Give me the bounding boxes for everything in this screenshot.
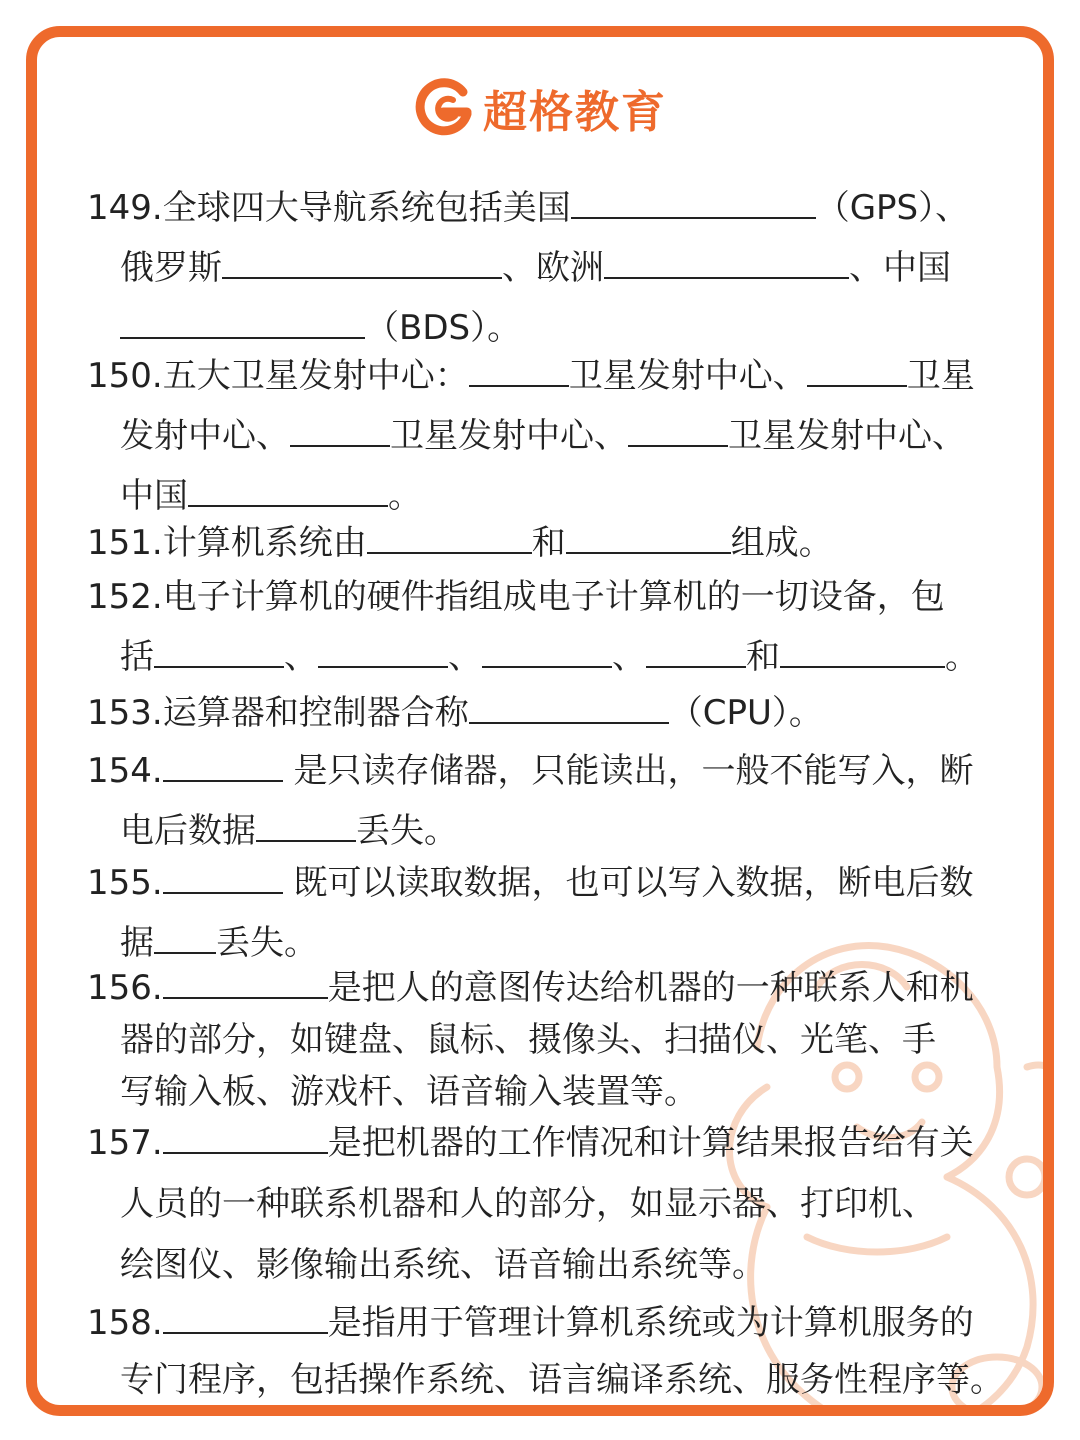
- question-line: [87, 237, 1037, 297]
- question-text: 是只读存储器，只能读出，一般不能写入，断: [282, 751, 974, 791]
- question-line: [87, 1112, 1037, 1174]
- answer-blank[interactable]: [469, 345, 569, 387]
- question-line: [87, 512, 1037, 572]
- question-item: [87, 177, 1037, 357]
- question-text: 、: [612, 637, 646, 677]
- question-text: 卫星发射中心、: [728, 416, 966, 456]
- answer-blank[interactable]: [163, 740, 283, 782]
- question-text: 既可以读取数据，也可以写入数据，断电后数: [282, 863, 974, 903]
- question-text: （BDS）。: [365, 308, 522, 348]
- question-line: [87, 1235, 1037, 1296]
- question-text: 152.电子计算机的硬件指组成电子计算机的一切设备，包: [87, 577, 945, 617]
- question-text: 、欧洲: [502, 248, 604, 288]
- answer-blank[interactable]: [807, 345, 907, 387]
- question-text: 发射中心、: [120, 416, 290, 456]
- question-text: 和: [531, 523, 566, 563]
- answer-blank[interactable]: [163, 1292, 328, 1334]
- answer-blank[interactable]: [163, 852, 283, 894]
- question-text: 专门程序，包括操作系统、语言编译系统、服务性程序等。: [120, 1360, 1004, 1400]
- question-text: 据: [120, 923, 154, 963]
- question-text: 卫星发射中心、: [568, 356, 807, 396]
- answer-blank[interactable]: [318, 626, 448, 668]
- question-text: 丢失。: [356, 811, 458, 851]
- question-text: 155.: [87, 863, 163, 903]
- question-item: [87, 682, 1037, 742]
- question-text: 绘图仪、影像输出系统、语音输出系统等。: [120, 1245, 766, 1285]
- answer-blank[interactable]: [571, 177, 816, 219]
- question-text: 、: [284, 637, 318, 677]
- question-text: 154.: [87, 751, 163, 791]
- question-text: 153.运算器和控制器合称: [87, 693, 469, 733]
- answer-blank[interactable]: [482, 626, 612, 668]
- question-line: [87, 626, 1037, 686]
- answer-blank[interactable]: [290, 405, 390, 447]
- question-text: 151.计算机系统由: [87, 523, 367, 563]
- question-text: 、中国: [849, 248, 951, 288]
- answer-blank[interactable]: [367, 512, 532, 554]
- answer-blank[interactable]: [163, 1112, 328, 1154]
- question-line: [87, 405, 1037, 465]
- question-line: [87, 852, 1037, 912]
- answer-blank[interactable]: [154, 912, 216, 954]
- answer-blank[interactable]: [163, 957, 328, 999]
- brand-name: 超格教育: [483, 87, 667, 138]
- question-item: [87, 1112, 1037, 1296]
- question-line: [87, 1066, 1037, 1118]
- brand-g-icon: [413, 78, 473, 138]
- question-text: 156.: [87, 968, 163, 1008]
- question-item: [87, 852, 1037, 972]
- question-text: 158.: [87, 1303, 163, 1343]
- question-card: [26, 26, 1054, 1416]
- question-text: 俄罗斯: [120, 248, 222, 288]
- question-item: [87, 1292, 1037, 1409]
- question-text: 括: [120, 637, 154, 677]
- question-text: 。: [945, 637, 979, 677]
- question-text: 电后数据: [120, 811, 256, 851]
- answer-blank[interactable]: [566, 512, 731, 554]
- answer-blank[interactable]: [780, 626, 945, 668]
- question-line: [87, 177, 1037, 237]
- question-line: [87, 1352, 1037, 1409]
- question-text: 人员的一种联系机器和人的部分，如显示器、打印机、: [120, 1184, 936, 1224]
- question-item: [87, 740, 1037, 860]
- question-text: 中国: [120, 476, 188, 516]
- question-line: [87, 740, 1037, 800]
- question-item: [87, 957, 1037, 1118]
- answer-blank[interactable]: [628, 405, 728, 447]
- question-text: 丢失。: [216, 923, 318, 963]
- question-line: [87, 957, 1037, 1014]
- answer-blank[interactable]: [222, 237, 502, 279]
- question-text: 卫星发射中心、: [390, 416, 628, 456]
- answer-blank[interactable]: [120, 297, 365, 339]
- question-text: 是指用于管理计算机系统或为计算机服务的: [327, 1303, 974, 1343]
- question-item: [87, 512, 1037, 572]
- question-line: [87, 345, 1037, 405]
- answer-blank[interactable]: [188, 465, 388, 507]
- answer-blank[interactable]: [604, 237, 849, 279]
- question-text: （CPU）。: [668, 693, 823, 733]
- question-text: （GPS）、: [815, 188, 970, 228]
- question-line: [87, 1014, 1037, 1066]
- question-text: 是把机器的工作情况和计算结果报告给有关: [327, 1123, 974, 1163]
- question-line: [87, 682, 1037, 742]
- question-text: 写输入板、游戏杆、语音输入装置等。: [120, 1072, 698, 1112]
- question-text: 器的部分，如键盘、鼠标、摄像头、扫描仪、光笔、手: [120, 1020, 936, 1060]
- question-line: [87, 569, 1037, 626]
- answer-blank[interactable]: [646, 626, 746, 668]
- question-item: [87, 569, 1037, 686]
- question-line: [87, 1174, 1037, 1235]
- brand-logo: [37, 73, 1043, 143]
- question-line: [87, 800, 1037, 860]
- question-text: 和: [746, 637, 780, 677]
- answer-blank[interactable]: [154, 626, 284, 668]
- answer-blank[interactable]: [469, 682, 669, 724]
- question-text: 是把人的意图传达给机器的一种联系人和机: [327, 968, 974, 1008]
- question-text: 组成。: [730, 523, 833, 563]
- question-text: 。: [388, 476, 422, 516]
- question-text: 卫星: [906, 356, 975, 396]
- question-text: 149.全球四大导航系统包括美国: [87, 188, 571, 228]
- question-item: [87, 345, 1037, 525]
- question-text: 、: [448, 637, 482, 677]
- answer-blank[interactable]: [256, 800, 356, 842]
- question-text: 150.五大卫星发射中心：: [87, 356, 469, 396]
- question-text: 157.: [87, 1123, 163, 1163]
- question-line: [87, 1292, 1037, 1352]
